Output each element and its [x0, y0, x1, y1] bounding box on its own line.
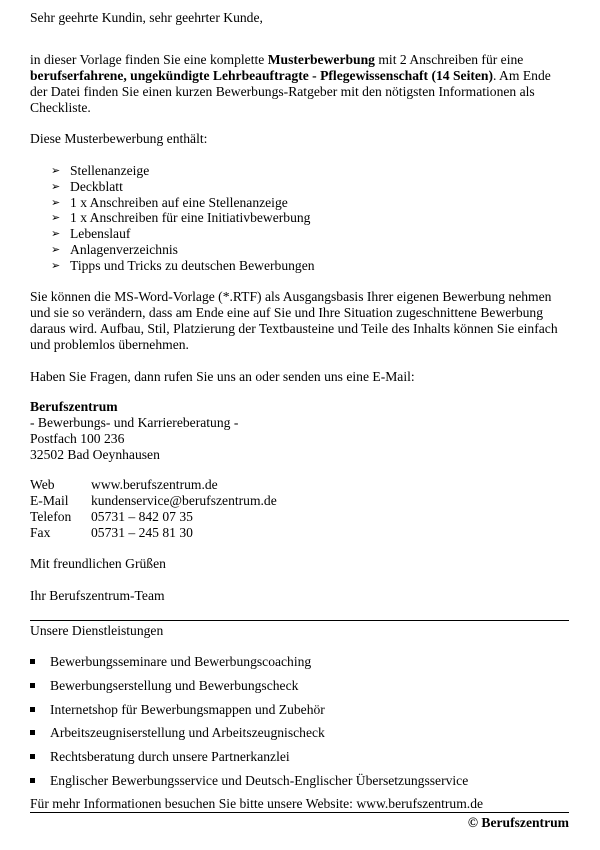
list-item: ➢ 1 x Anschreiben für eine Initiativbewerbung — [51, 210, 311, 226]
intro-text-3: . Am Ende der Datei finden Sie einen kurzen Bewerbungs-Ratgeber mit den nötigsten Informationen als Checkliste. — [30, 68, 551, 115]
list-item: ➢ Stellenanzeige — [51, 163, 150, 178]
fax-number: 05731 – 245 81 30 — [91, 525, 193, 540]
square-bullet-icon — [30, 707, 35, 712]
list-item: Internetshop für Bewerbungsmappen und Zubehör — [30, 702, 570, 726]
copyright: © Berufszentrum — [467, 815, 569, 830]
more-info-text: Für mehr Informationen besuchen Sie bitte unsere Website: www.berufszentrum.de — [30, 796, 484, 811]
list-item: ➢ Deckblatt — [51, 178, 123, 194]
company-postbox: Postfach 100 236 — [30, 431, 125, 446]
arrowhead-icon: ➢ — [51, 180, 61, 193]
arrowhead-icon: ➢ — [51, 196, 61, 209]
intro-text-1: in dieser Vorlage finden Sie eine komplette — [30, 52, 268, 67]
signature: Ihr Berufszentrum-Team — [30, 588, 165, 603]
square-bullet-icon — [30, 778, 35, 783]
questions-text: Haben Sie Fragen, dann rufen Sie uns an oder senden uns eine E-Mail: — [30, 369, 415, 384]
arrowhead-icon: ➢ — [51, 259, 61, 272]
arrowhead-icon: ➢ — [51, 212, 61, 225]
contents-heading: Diese Musterbewerbung enthält: — [30, 131, 208, 146]
list-item: Rechtsberatung durch unsere Partnerkanzlei — [30, 749, 570, 773]
list-item: ➢ Tipps und Tricks zu deutschen Bewerbungen — [51, 257, 315, 273]
list-item: Arbeitszeugniserstellung und Arbeitszeugnischeck — [30, 725, 570, 749]
services-heading: Unsere Dienstleistungen — [30, 623, 164, 638]
intro-bold-position: berufserfahrene, ungekündigte Lehrbeauftragte - Pflegewissenschaft (14 Seiten) — [30, 68, 494, 83]
contact-row-fax: Fax 05731 – 245 81 30 — [30, 525, 570, 541]
salutation: Sehr geehrte Kundin, sehr geehrter Kunde, — [30, 10, 263, 25]
list-item: ➢ Lebenslauf — [51, 226, 131, 242]
divider-top — [30, 620, 569, 621]
web-link[interactable]: www.berufszentrum.de — [91, 477, 218, 492]
contact-row-phone: Telefon 05731 – 842 07 35 — [30, 509, 570, 525]
company-name: Berufszentrum — [30, 399, 118, 414]
list-item: Bewerbungserstellung und Bewerbungscheck — [30, 678, 570, 702]
email-link[interactable]: kundenservice@berufszentrum.de — [91, 493, 277, 508]
greeting: Mit freundlichen Grüßen — [30, 556, 166, 571]
contact-table — [30, 477, 570, 541]
intro-bold-musterbewerbung: Musterbewerbung — [267, 52, 375, 67]
square-bullet-icon — [30, 754, 35, 759]
company-address — [30, 399, 570, 463]
list-item: ➢ 1 x Anschreiben auf eine Stellenanzeige — [51, 194, 288, 210]
contact-row-web: Web www.berufszentrum.de — [30, 477, 570, 493]
list-item: ➢ Anlagenverzeichnis — [51, 241, 178, 257]
services-list — [30, 654, 570, 797]
contact-row-email: E-Mail kundenservice@berufszentrum.de — [30, 493, 570, 509]
company-tagline: - Bewerbungs- und Karriereberatung - — [30, 415, 239, 430]
usage-paragraph: Sie können die MS-Word-Vorlage (*.RTF) als Ausgangsbasis Ihrer eigenen Bewerbung nehmen und sie so verändern, dass am Ende eine auf Sie und Ihre Situation zugeschnittene Bewerbung daraus wird. Aufbau, Stil, Platzierung der Textbausteine und Teile des Inhalts können Sie einfach und problemlos übernehmen. — [30, 289, 558, 352]
intro-text-2: mit 2 Anschreiben für eine — [374, 52, 524, 67]
list-item: Bewerbungsseminare und Bewerbungscoaching — [30, 654, 570, 678]
contents-list — [30, 163, 570, 274]
square-bullet-icon — [30, 659, 35, 664]
square-bullet-icon — [30, 683, 35, 688]
intro-paragraph — [30, 52, 570, 116]
arrowhead-icon: ➢ — [51, 243, 61, 256]
divider-bottom — [30, 812, 569, 813]
phone-number: 05731 – 842 07 35 — [91, 509, 193, 524]
list-item: Englischer Bewerbungsservice und Deutsch-Englischer Übersetzungsservice — [30, 773, 570, 797]
square-bullet-icon — [30, 730, 35, 735]
arrowhead-icon: ➢ — [51, 228, 61, 241]
arrowhead-icon: ➢ — [51, 165, 61, 177]
company-city: 32502 Bad Oeynhausen — [30, 447, 160, 462]
